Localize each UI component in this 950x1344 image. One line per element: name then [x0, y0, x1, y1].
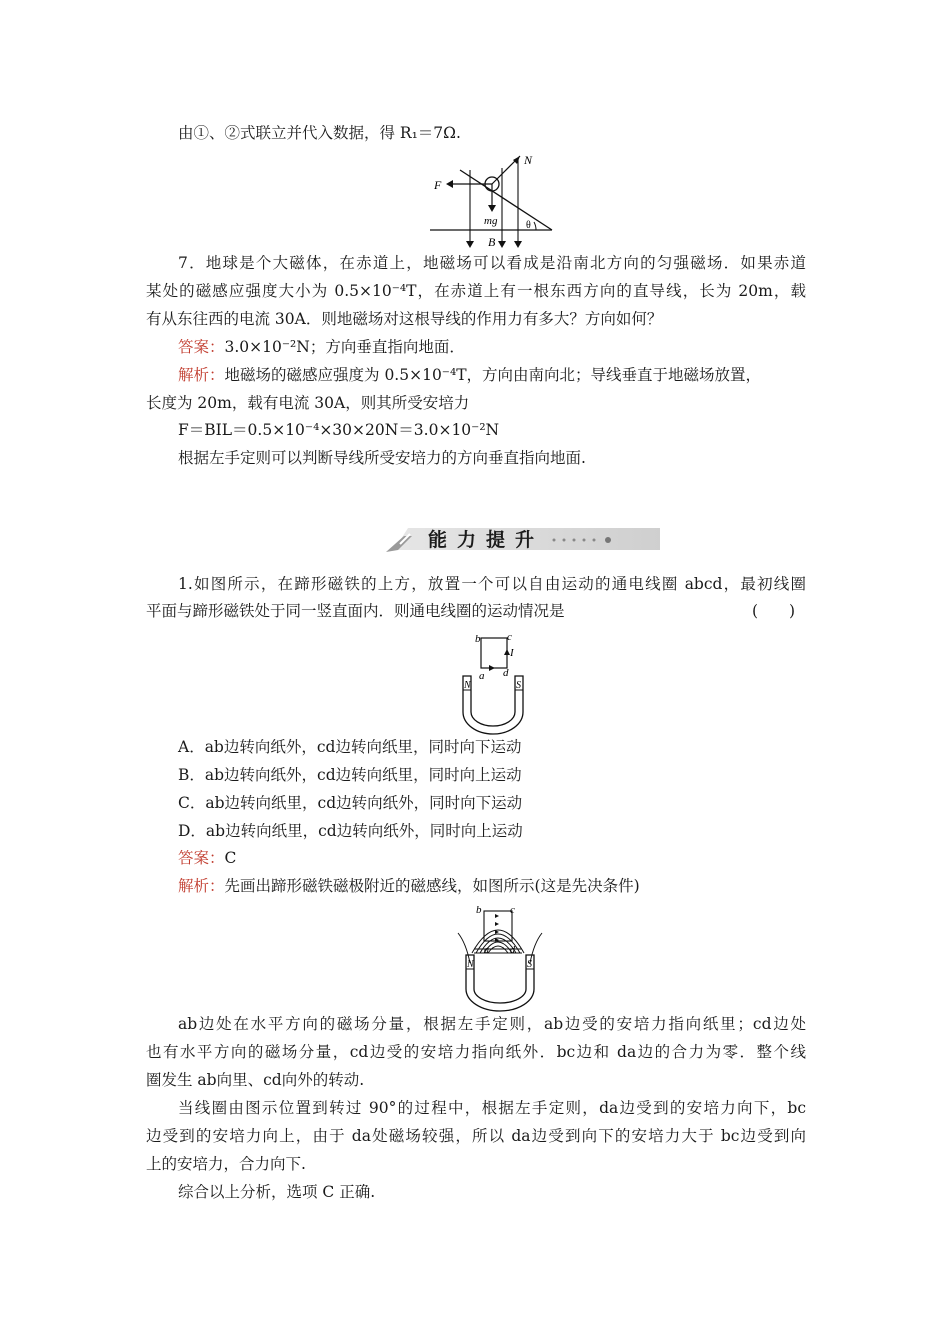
- answer-text: C: [224, 849, 237, 867]
- analysis-label: 解析：: [178, 877, 225, 895]
- analysis-p3: 圈发生 ab向里、cd向外的转动.: [146, 1071, 365, 1089]
- section-title: 能力提升: [428, 529, 545, 551]
- intro-line: 由①、②式联立并代入数据，得 R₁＝7Ω.: [178, 124, 461, 142]
- fig2-label-c: c: [507, 631, 512, 643]
- q1-line-1: 1.如图所示，在蹄形磁铁的上方，放置一个可以自由运动的通电线圈 abcd，最初线圈: [178, 575, 806, 593]
- fig3-label-d: d: [510, 945, 515, 956]
- label-theta: θ: [526, 220, 531, 231]
- analysis-text: 地磁场的磁感应强度为 0.5×10⁻⁴T，方向由南向北；导线垂直于地磁场放置，: [224, 366, 762, 384]
- q7-line-3: 有从东往西的电流 30A．则地磁场对这根导线的作用力有多大？方向如何？: [146, 310, 663, 328]
- analysis-p6: 上的安培力，合力向下.: [146, 1155, 306, 1173]
- fig3-label-b: b: [476, 904, 482, 916]
- label-N: N: [524, 153, 533, 167]
- label-F: F: [434, 178, 442, 192]
- fig3-label-N: N: [467, 959, 474, 970]
- fig2-label-N: N: [464, 680, 471, 691]
- answer-text: 3.0×10⁻²N；方向垂直指向地面．: [224, 338, 465, 356]
- field-lines-diagram: [452, 903, 548, 1011]
- fig3-label-S: S: [527, 959, 532, 970]
- analysis-p4: 当线圈由图示位置到转过 90°的过程中，根据左手定则，da边受到的安培力向下，bc: [178, 1099, 806, 1117]
- label-B: B: [488, 235, 496, 249]
- option-c: C．ab边转向纸里，cd边转向纸外，同时向下运动: [178, 794, 523, 812]
- analysis-p7: 综合以上分析，选项 C 正确.: [178, 1183, 376, 1201]
- analysis-p2: 也有水平方向的磁场分量，cd边受的安培力指向纸外．bc边和 da边的合力为零．整个线: [146, 1043, 806, 1061]
- fig2-label-a: a: [479, 670, 485, 682]
- fig3-label-a: a: [484, 945, 489, 956]
- q7-analysis-2: 长度为 20m，载有电流 30A，则其所受安培力: [146, 394, 470, 412]
- option-d: D．ab边转向纸里，cd边转向纸外，同时向上运动: [178, 822, 523, 840]
- horseshoe-magnet-diagram: [455, 632, 535, 734]
- analysis-p5: 边受到的安培力向上，由于 da处磁场较强，所以 da边受到向下的安培力大于 bc边受到向: [146, 1127, 806, 1145]
- q1-line-2: 平面与蹄形磁铁处于同一竖直面内．则通电线圈的运动情况是: [146, 602, 565, 620]
- q7-analysis-3: 根据左手定则可以判断导线所受安培力的方向垂直指向地面.: [178, 449, 586, 467]
- analysis-label: 解析：: [178, 366, 225, 384]
- fig2-label-S: S: [516, 680, 521, 691]
- q1-paren: ( ): [752, 602, 796, 620]
- option-a: A．ab边转向纸外，cd边转向纸里，同时向下运动: [178, 738, 522, 756]
- fig2-label-b: b: [475, 633, 481, 645]
- q7-analysis-1: [178, 365, 761, 385]
- incline-force-diagram: [420, 150, 570, 250]
- analysis-p1: ab边处在水平方向的磁场分量，根据左手定则，ab边受的安培力指向纸里；cd边处: [178, 1015, 806, 1033]
- answer-label: 答案：: [178, 849, 225, 867]
- analysis-text: 先画出蹄形磁铁磁极附近的磁感线，如图所示(这是先决条件): [224, 877, 640, 895]
- q7-line-2: 某处的磁感应强度大小为 0.5×10⁻⁴T，在赤道上有一根东西方向的直导线，长为 20m，载: [146, 282, 806, 300]
- label-mg: mg: [484, 215, 498, 227]
- q1-answer: [178, 848, 236, 868]
- option-b: B．ab边转向纸外，cd边转向纸里，同时向上运动: [178, 766, 522, 784]
- q7-answer: [178, 337, 465, 357]
- fig3-label-c: c: [510, 904, 515, 916]
- fig2-label-I: I: [510, 647, 514, 659]
- fig2-label-d: d: [503, 667, 509, 679]
- q1-analysis-1: [178, 876, 640, 896]
- answer-label: 答案：: [178, 338, 225, 356]
- q7-line-1: 7．地球是个大磁体，在赤道上，地磁场可以看成是沿南北方向的匀强磁场．如果赤道: [178, 254, 806, 272]
- q7-formula: F＝BIL＝0.5×10⁻⁴×30×20N＝3.0×10⁻²N: [178, 421, 500, 439]
